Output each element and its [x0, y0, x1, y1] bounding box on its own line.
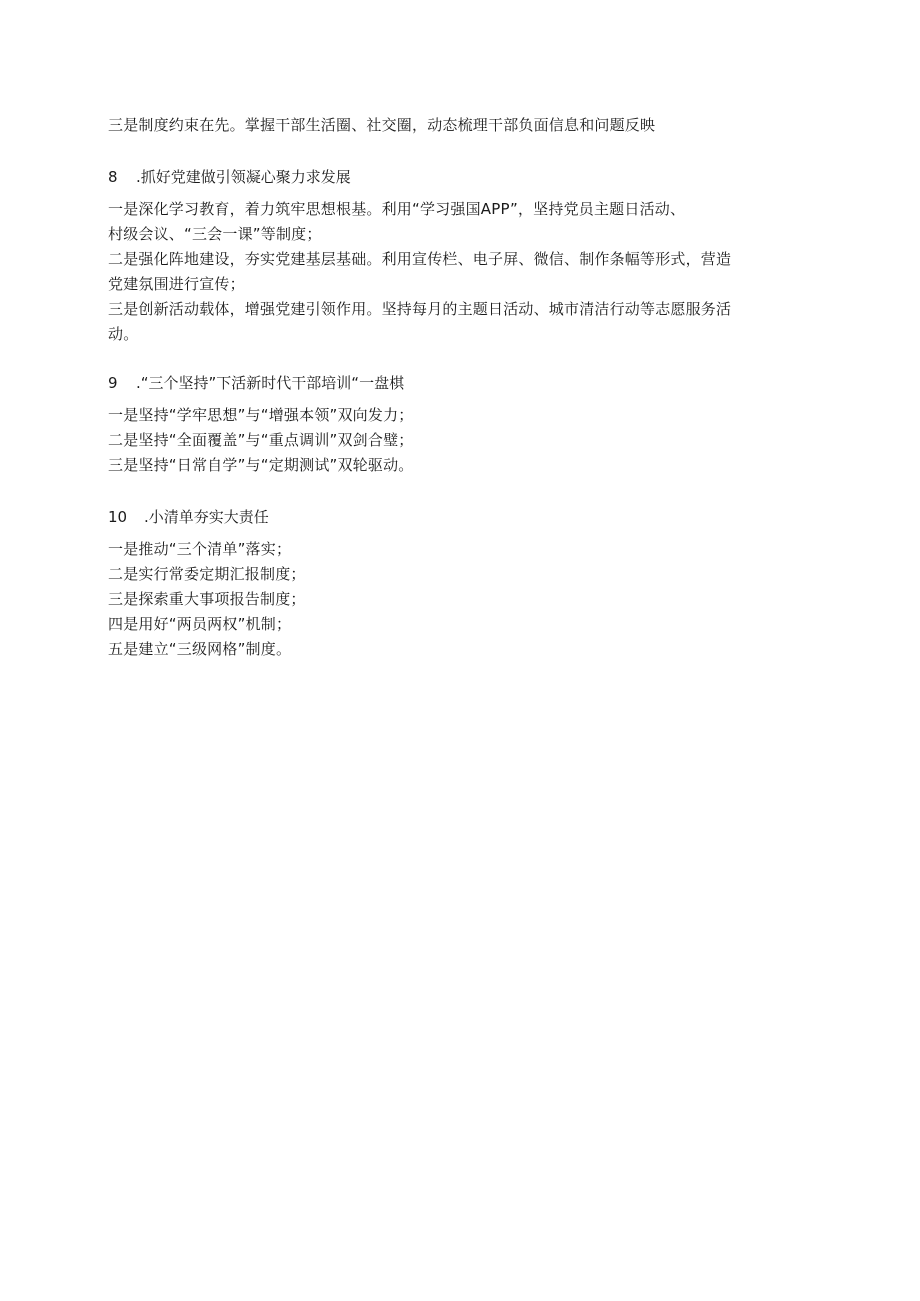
paragraph-line: 四是用好“两员两权”机制； [108, 615, 292, 633]
section-heading [108, 506, 306, 528]
paragraph-line: 二是坚持“全面覆盖”与“重点调训”双剑合璧； [108, 431, 414, 449]
section-heading [108, 166, 731, 188]
section-title: .小清单夯实大责任 [144, 508, 269, 526]
section-title: .抓好党建做引领凝心聚力求发展 [136, 168, 351, 186]
paragraph-line: 五是建立“三级网格”制度。 [108, 640, 292, 658]
paragraph-line: 一是推动“三个清单”落实； [108, 540, 292, 558]
paragraph-line: 三是创新活动载体，增强党建引领作用。坚持每月的主题日活动、城市清洁行动等志愿服务活 [108, 300, 732, 318]
section-title: .“三个坚持”下活新时代干部培训“一盘棋 [136, 374, 405, 392]
section-10 [108, 506, 306, 660]
paragraph-line: 三是探索重大事项报告制度； [108, 590, 306, 608]
paragraph-line: 动。 [108, 325, 139, 343]
paragraph-line: 一是深化学习教育，着力筑牢思想根基。利用“学习强国APP”，坚持党员主题日活动、 [108, 200, 686, 218]
section-9 [108, 372, 414, 476]
paragraph-line: 党建氛围进行宣传； [108, 275, 245, 293]
paragraph-line: 一是坚持“学牢思想”与“增强本领”双向发力； [108, 406, 414, 424]
section-number: 8 [108, 168, 118, 186]
section-number: 10 [108, 508, 128, 526]
paragraph-line: 二是强化阵地建设，夯实党建基层基础。利用宣传栏、电子屏、微信、制作条幅等形式，营造 [108, 250, 732, 268]
paragraph-line: 二是实行常委定期汇报制度； [108, 565, 306, 583]
section-8 [108, 166, 731, 345]
section-heading [108, 372, 414, 394]
intro-paragraph [108, 114, 655, 136]
paragraph-line: 三是制度约束在先。掌握干部生活圈、社交圈，动态梳理干部负面信息和问题反映 [108, 116, 656, 134]
paragraph-line: 三是坚持“日常自学”与“定期测试”双轮驱动。 [108, 456, 414, 474]
section-number: 9 [108, 374, 118, 392]
paragraph-line: 村级会议、“三会一课”等制度； [108, 225, 322, 243]
